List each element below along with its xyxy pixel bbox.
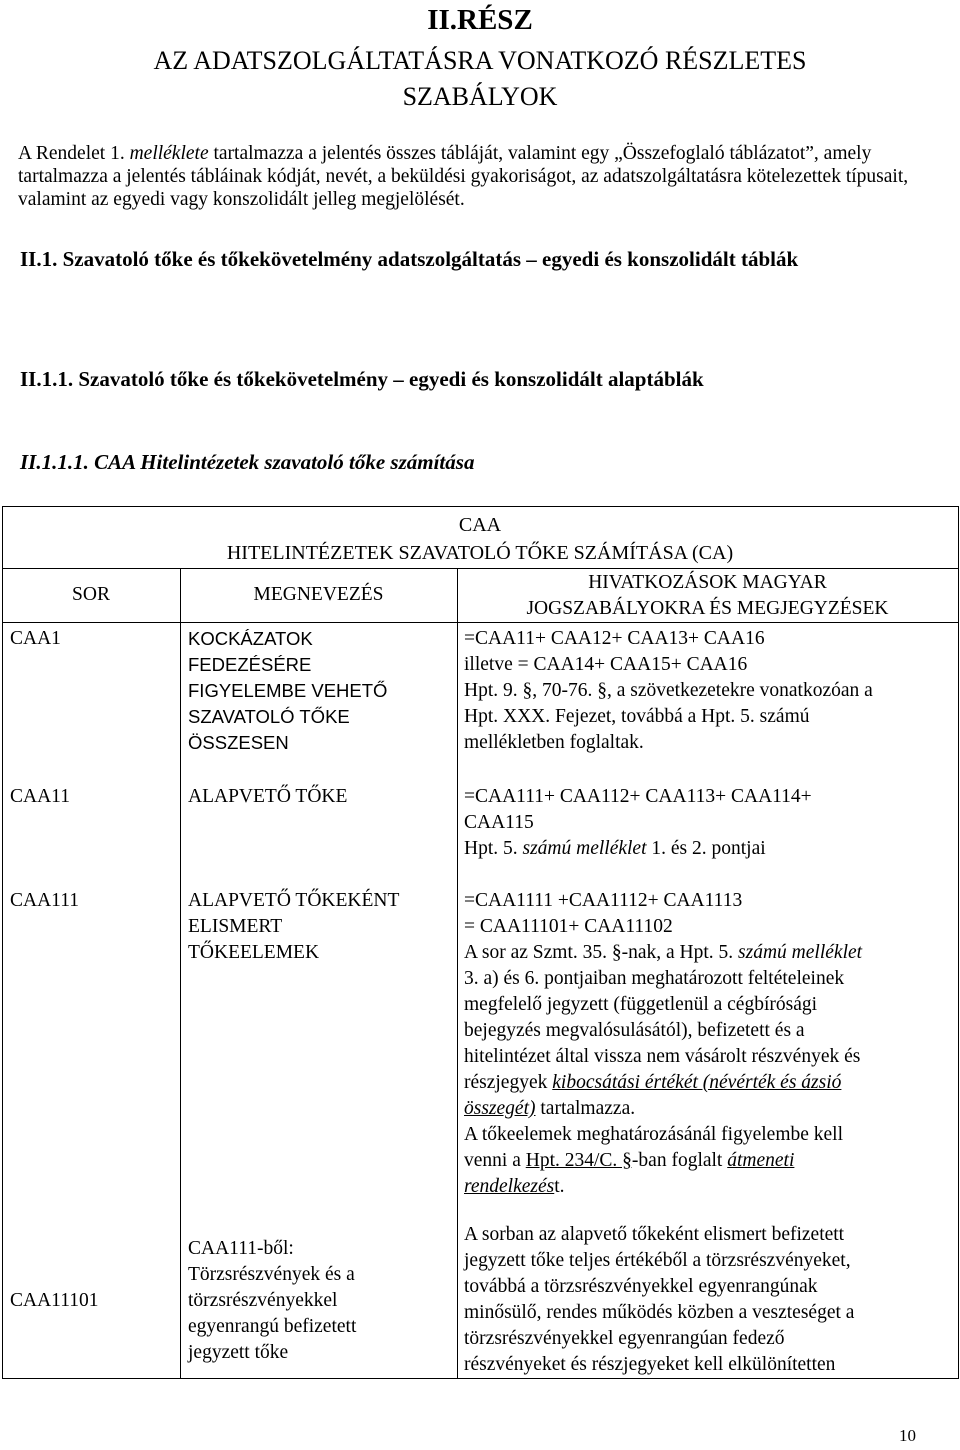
page-number: 10	[899, 1426, 916, 1445]
row-name-caa11: ALAPVETŐ TŐKE	[188, 786, 348, 807]
col-header-sor: SOR	[72, 584, 110, 605]
table-title-1: CAA	[458, 514, 502, 536]
row-name-caa111: ALAPVETŐ TŐKEKÉNT ELISMERT TŐKEELEMEK	[188, 890, 400, 963]
row-code-caa1: CAA1	[10, 628, 61, 649]
row-ref-caa11: =CAA111+ CAA112+ CAA113+ CAA114+ CAA115 Hpt. 5. számú melléklet 1. és 2. pontjai	[464, 786, 812, 859]
row-code-caa111: CAA111	[10, 890, 79, 911]
row-ref-caa1: =CAA11+ CAA12+ CAA13+ CAA16 illetve = CAA14+ CAA15+ CAA16 Hpt. 9. §, 70-76. §, a szövetkezetekre vonatkozóan a Hpt. XXX. Fejezet, továbbá a Hpt. 5. számú mellékletben foglaltak.	[464, 628, 873, 753]
row-name-caa1: KOCKÁZATOK FEDEZÉSÉRE FIGYELEMBE VEHETŐ SZAVATOLÓ TŐKE ÖSSZESEN	[188, 628, 388, 753]
row-name-caa11101: CAA111-ből: Törzsrészvények és a törzsrészvényekkel egyenrangú befizetett jegyzett tőke	[188, 1238, 357, 1363]
row-ref-caa111: =CAA1111 +CAA1112+ CAA1113 = CAA11101+ CAA11102 A sor az Szmt. 35. §-nak, a Hpt. 5. számú melléklet 3. a) és 6. pontjaiban meghatározott feltételeinek megfelelő jegyzett (függetlenül a cégbírósági bejegyzés megvalósulásától), befizetett és a hitelintézet által vissza nem vásárolt részvények és részjegyek kibocsátási értékét (névérték és ázsió összegét) tartalmazza. A tőkeelemek meghatározásánál figyelembe kell venni a Hpt. 234/C. §-ban foglalt átmeneti rendelkezést.	[464, 890, 863, 1197]
heading-ii-1-1-1: II.1.1.1. CAA Hitelintézetek szavatoló tőke számítása	[20, 450, 475, 474]
title-line-1: AZ ADATSZOLGÁLTATÁSRA VONATKOZÓ RÉSZLETES	[153, 46, 807, 75]
intro-paragraph: A Rendelet 1. melléklete tartalmazza a jelentés összes tábláját, valamint egy „Összefoglaló táblázatot”, amely tartalmazza a jelentés tábláinak kódját, nevét, a beküldési gyakoriságot, az adatszolgáltatásra kötelezettek típusait, valamint az egyedi vagy konszolidált jelleg megjelölését.	[18, 143, 909, 210]
row-ref-caa11101: A sorban az alapvető tőkeként elismert befizetett jegyzett tőke teljes értékéből a törzsrészvényeket, továbbá a törzsrészvényekkel egyenrangúnak minősülő, rendes működés közben a veszteséget a törzsrészvényekkel egyenrangúan fedező részvényeket és részjegyeket kell elkülönítetten	[464, 1224, 855, 1375]
row-code-caa11101: CAA11101	[10, 1290, 99, 1311]
col-header-ref-1: HIVATKOZÁSOK MAGYAR	[588, 572, 827, 593]
col-header-name: MEGNEVEZÉS	[253, 584, 384, 605]
table-title-2: HITELINTÉZETEK SZAVATOLÓ TŐKE SZÁMÍTÁSA (CA)	[226, 542, 734, 564]
heading-ii-1-1: II.1.1. Szavatoló tőke és tőkekövetelmény – egyedi és konszolidált alaptáblák	[20, 367, 704, 391]
col-header-ref-2: JOGSZABÁLYOKRA ÉS MEGJEGYZÉSEK	[526, 598, 889, 619]
part-heading: II.RÉSZ	[427, 4, 533, 36]
title-line-2: SZABÁLYOK	[402, 82, 558, 111]
row-code-caa11: CAA11	[10, 786, 70, 807]
heading-ii-1: II.1. Szavatoló tőke és tőkekövetelmény adatszolgáltatás – egyedi és konszolidált táblák	[20, 247, 799, 271]
